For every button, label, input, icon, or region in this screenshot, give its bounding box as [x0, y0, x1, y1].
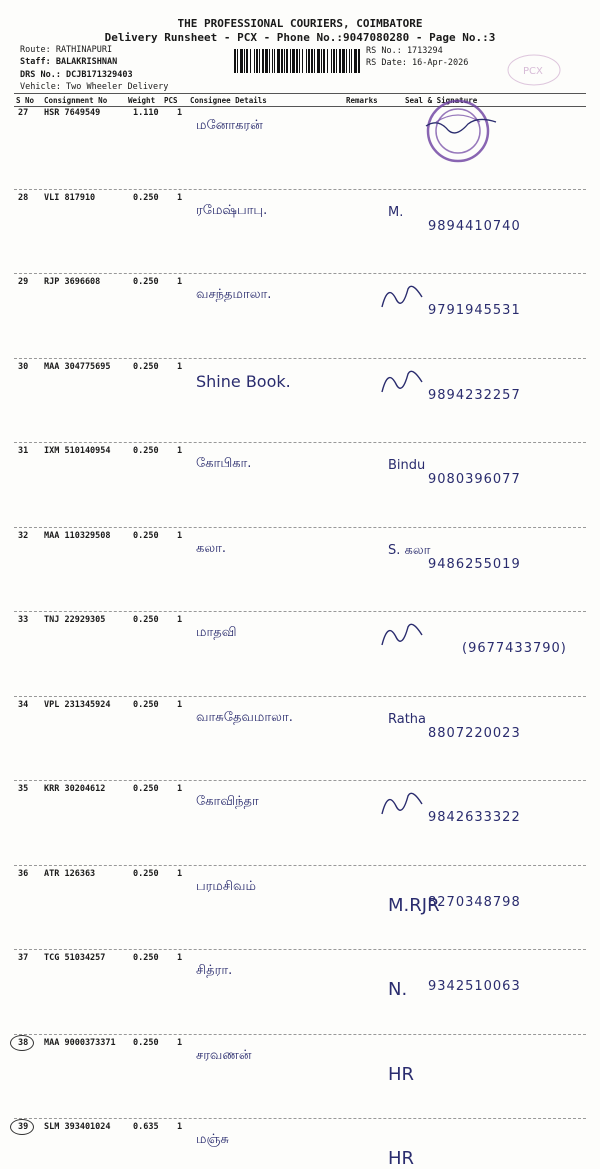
row-sno: 31 [18, 446, 29, 456]
row-signature: N. [388, 979, 408, 1000]
row-weight: 0.250 [133, 953, 159, 963]
row-signature: M. [388, 204, 404, 220]
col-consignment: Consignment No [44, 96, 108, 105]
row-sno: 28 [18, 192, 29, 203]
row-consignment-no: TNJ 22929305 [44, 615, 106, 625]
row-divider [14, 1034, 586, 1035]
signature-scribble-image [378, 364, 426, 400]
row-consignment-no: KRR 30204612 [44, 784, 106, 794]
row-sno: 27 [18, 108, 29, 118]
row-phone-handwritten: (9677433790) [462, 641, 567, 656]
signature-scribble-image [378, 279, 426, 315]
row-pcs: 1 [177, 784, 183, 794]
row-consignee-handwritten: மஞ்சு [196, 1132, 229, 1147]
row-pcs: 1 [177, 615, 183, 625]
row-weight: 1.110 [133, 108, 159, 118]
row-consignee-handwritten: கோபிகா. [196, 456, 252, 471]
row-signature: Ratha [388, 711, 427, 727]
col-sno: S No [16, 96, 35, 105]
row-phone-handwritten: 9791945531 [428, 303, 521, 318]
col-weight: Weight [128, 96, 156, 105]
row-signature: HR [388, 1148, 415, 1169]
row-weight: 0.250 [133, 784, 159, 794]
row-consignee-handwritten: வாசுதேவமாலா. [196, 709, 293, 725]
table-header-rule [14, 106, 586, 107]
col-remarks: Remarks [346, 96, 378, 105]
row-pcs: 1 [177, 277, 183, 287]
row-consignment-no: MAA 9000373371 [44, 1037, 116, 1048]
barcode-image [233, 49, 361, 73]
row-consignment-no: VLI 817910 [44, 192, 96, 203]
row-weight: 0.250 [133, 530, 159, 541]
rs-date-label: RS Date: 16-Apr-2026 [366, 58, 469, 68]
row-weight: 0.250 [133, 192, 159, 203]
row-pcs: 1 [177, 108, 183, 118]
drs-label: DRS No.: DCJB171329403 [20, 70, 133, 80]
row-sno: 39 [18, 1122, 29, 1132]
row-weight: 0.250 [133, 615, 159, 625]
office-seal-image [418, 98, 498, 168]
row-weight: 0.250 [133, 277, 159, 287]
row-pcs: 1 [177, 446, 183, 456]
row-consignee-handwritten: ரமேஷ்பாபு. [196, 202, 268, 218]
row-weight: 0.250 [133, 361, 159, 372]
row-pcs: 1 [177, 1037, 183, 1048]
row-consignee-handwritten: கலா. [196, 540, 227, 556]
col-seal-signature: Seal & Signature [405, 96, 478, 105]
row-signature: S. கலா [388, 542, 431, 558]
row-divider [14, 611, 586, 612]
row-pcs: 1 [177, 868, 183, 879]
row-consignment-no: RJP 3696608 [44, 277, 101, 287]
row-sno: 38 [18, 1037, 29, 1048]
row-consignment-no: SLM 393401024 [44, 1122, 111, 1132]
row-consignee-handwritten: சரவணன் [196, 1047, 252, 1063]
row-pcs: 1 [177, 699, 183, 710]
vehicle-label: Vehicle: Two Wheeler Delivery [20, 82, 169, 92]
row-weight: 0.250 [133, 699, 159, 710]
row-signature: M.RJR [388, 894, 440, 916]
signature-scribble-image [378, 786, 426, 822]
row-consignee-handwritten: சித்ரா. [196, 963, 233, 978]
row-consignee-handwritten: மாதவி [196, 625, 237, 640]
row-divider [14, 696, 586, 697]
row-divider [14, 865, 586, 866]
row-divider [14, 949, 586, 950]
row-sno: 34 [18, 699, 29, 710]
row-divider [14, 1118, 586, 1119]
row-signature: Bindu [388, 458, 426, 473]
route-label: Route: RATHINAPURI [20, 45, 113, 55]
row-sno: 37 [18, 953, 29, 963]
row-phone-handwritten: 9342510063 [428, 979, 521, 994]
row-consignment-no: HSR 7649549 [44, 108, 101, 118]
col-consignee: Consignee Details [190, 96, 267, 105]
row-consignee-handwritten: வசந்தமாலா. [196, 287, 272, 302]
row-consignment-no: VPL 231345924 [44, 699, 111, 710]
row-consignee-handwritten: கோவிந்தா [196, 794, 259, 809]
row-consignee-handwritten: மனோகரன் [196, 118, 263, 133]
row-consignment-no: MAA 304775695 [44, 361, 111, 372]
row-pcs: 1 [177, 361, 183, 372]
runsheet-title: Delivery Runsheet - PCX - Phone No.:9047080280 - Page No.:3 [104, 31, 496, 44]
row-weight: 0.250 [133, 1037, 159, 1048]
row-consignment-no: TCG 51034257 [44, 953, 106, 963]
col-pcs: PCS [164, 96, 178, 105]
rs-no-label: RS No.: 1713294 [366, 46, 443, 56]
row-consignment-no: IXM 510140954 [44, 446, 111, 456]
company-title: THE PROFESSIONAL COURIERS, COIMBATORE [177, 17, 423, 30]
row-pcs: 1 [177, 953, 183, 963]
row-weight: 0.635 [133, 1122, 159, 1132]
row-consignment-no: MAA 110329508 [44, 530, 111, 541]
row-sno: 32 [18, 530, 29, 541]
row-pcs: 1 [177, 530, 183, 541]
row-sno: 29 [18, 277, 29, 287]
row-phone-handwritten: 9842633322 [428, 810, 521, 825]
row-sno: 30 [18, 361, 29, 372]
row-sno: 35 [18, 784, 29, 794]
row-pcs: 1 [177, 192, 183, 203]
row-phone-handwritten: 9894410740 [428, 218, 521, 234]
stamp-text: PCX [523, 66, 543, 77]
row-consignee-handwritten: பரமசிவம் [196, 878, 256, 894]
row-divider [14, 273, 586, 274]
row-divider [14, 780, 586, 781]
row-weight: 0.250 [133, 446, 159, 456]
row-sno: 36 [18, 868, 29, 879]
row-divider [14, 358, 586, 359]
row-signature: HR [388, 1063, 415, 1085]
table-top-rule [14, 93, 586, 94]
row-phone-handwritten: 8270348798 [428, 894, 521, 910]
row-sno: 33 [18, 615, 29, 625]
row-divider [14, 189, 586, 190]
courier-stamp-image [505, 52, 563, 88]
row-divider [14, 527, 586, 528]
row-phone-handwritten: 9894232257 [428, 387, 521, 403]
row-phone-handwritten: 9080396077 [428, 472, 521, 487]
row-weight: 0.250 [133, 868, 159, 879]
row-number-circle [10, 1035, 34, 1051]
signature-scribble-image [378, 617, 426, 653]
row-number-circle [10, 1119, 34, 1135]
row-phone-handwritten: 9486255019 [428, 556, 521, 572]
row-divider [14, 442, 586, 443]
row-consignee-handwritten: Shine Book. [196, 371, 291, 391]
staff-label: Staff: BALAKRISHNAN [20, 57, 118, 67]
row-phone-handwritten: 8807220023 [428, 725, 521, 741]
row-pcs: 1 [177, 1122, 183, 1132]
row-consignment-no: ATR 126363 [44, 868, 96, 879]
